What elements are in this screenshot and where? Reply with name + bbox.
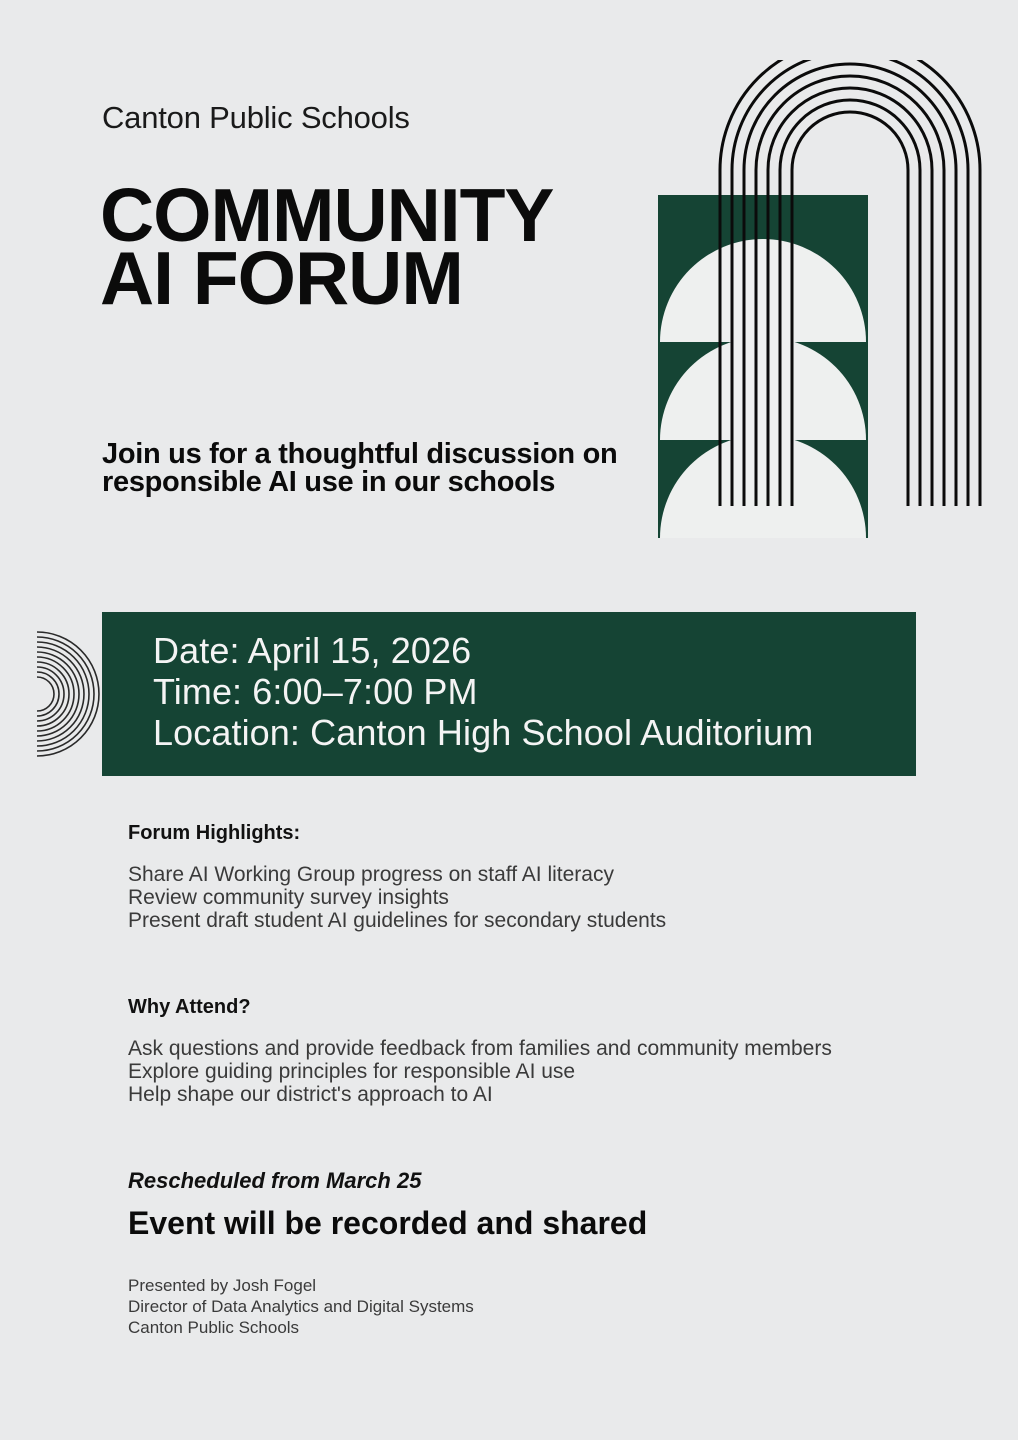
list-item: Present draft student AI guidelines for secondary students — [128, 909, 667, 932]
list-item: Explore guiding principles for responsible AI use — [128, 1060, 576, 1083]
why-attend-list — [128, 1037, 832, 1106]
highlights-list — [128, 863, 666, 932]
presenter-block — [128, 1275, 474, 1338]
rescheduled-note: Rescheduled from March 25 — [128, 1168, 422, 1193]
list-item: Ask questions and provide feedback from families and community members — [128, 1037, 832, 1060]
hero-illustration — [650, 60, 990, 550]
page-title — [100, 173, 554, 320]
why-attend-heading: Why Attend? — [128, 996, 251, 1018]
organization-name: Canton Public Schools — [102, 100, 410, 135]
presenter-name: Presented by Josh Fogel — [128, 1276, 317, 1295]
event-time: Time: 6:00–7:00 PM — [153, 671, 478, 712]
presenter-title: Director of Data Analytics and Digital Systems — [128, 1297, 474, 1316]
presenter-organization: Canton Public Schools — [128, 1318, 300, 1337]
title-line-1: COMMUNITY — [100, 173, 554, 257]
highlights-heading: Forum Highlights: — [128, 822, 301, 844]
subtitle: Join us for a thoughtful discussion on responsible AI use in our schools — [102, 438, 618, 498]
title-line-2: AI FORUM — [100, 236, 463, 320]
list-item: Share AI Working Group progress on staff AI literacy — [128, 863, 614, 886]
list-item: Review community survey insights — [128, 886, 449, 909]
recorded-notice: Event will be recorded and shared — [128, 1205, 648, 1241]
event-arc-decoration — [20, 620, 110, 770]
event-details-box — [102, 612, 916, 776]
event-date: Date: April 15, 2026 — [153, 630, 472, 671]
list-item: Help shape our district's approach to AI — [128, 1083, 493, 1106]
event-location: Location: Canton High School Auditorium — [153, 712, 814, 753]
